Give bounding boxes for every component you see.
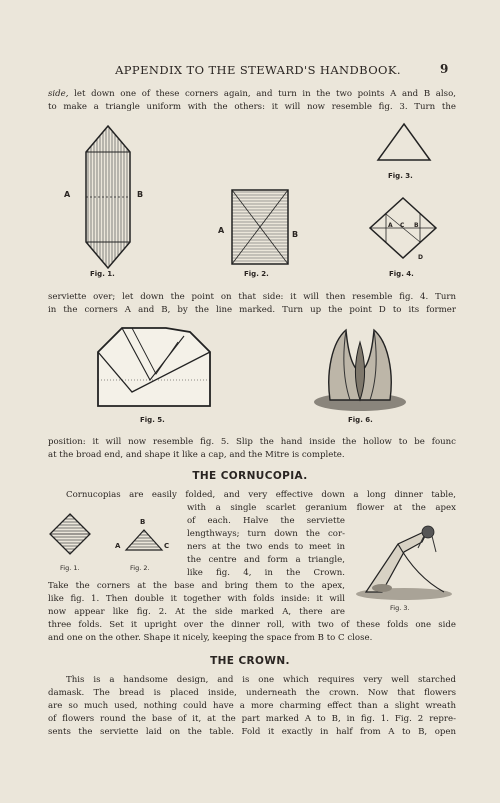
page-number: 9 xyxy=(440,62,449,76)
crown-line5: sents the serviette laid on the table. Fold it exactly in half from A to B, open xyxy=(48,727,456,737)
fig4-label-d: D xyxy=(418,254,423,261)
figure-3-illustration xyxy=(374,120,434,165)
cornucopia-line9: like fig. 1. Then double it together with folds inside: it will xyxy=(48,594,345,604)
fig1-label-a: A xyxy=(64,190,71,199)
crown-line2: damask. The bread is placed inside, underneath the crown. Now that flowers xyxy=(48,688,456,698)
cornucopia-line5: ners at the two ends to meet in xyxy=(187,542,345,552)
fig1-label-b: B xyxy=(137,190,144,199)
header-title: APPENDIX TO THE STEWARD'S HANDBOOK. xyxy=(115,63,401,77)
running-header xyxy=(0,63,500,79)
fig5-caption: Fig. 5. xyxy=(140,416,165,424)
cornucopia-line6: the centre and form a triangle, xyxy=(187,555,345,565)
cornucopia-line1: Cornucopias are easily folded, and very effective down a long dinner table, xyxy=(66,490,456,500)
cornucopia-line12: and one on the other. Shape it nicely, keeping the space from B to C close. xyxy=(48,633,373,643)
cornucopia-fig3-caption: Fig. 3. xyxy=(390,604,410,612)
cornucopia-figure-1 xyxy=(48,512,92,556)
paragraph-mitre-line4: in the corners A and B, by the line marked. Turn up the point D to its former xyxy=(48,305,456,315)
paragraph-mitre-line6: at the broad end, and shape it like a cap, and the Mitre is complete. xyxy=(48,450,345,460)
figure-6-illustration xyxy=(312,322,408,414)
heading-crown: THE CROWN. xyxy=(210,655,290,667)
cornucopia-fig2-label-b: B xyxy=(140,518,146,526)
figure-4-illustration xyxy=(366,196,442,262)
fig2-label-a: A xyxy=(218,226,225,235)
crown-line3: are so much used, nothing could have a more charming effect than a slight wreath xyxy=(48,701,456,711)
fig3-caption: Fig. 3. xyxy=(388,172,413,180)
paragraph-mitre-intro-line1 xyxy=(48,88,456,101)
cornucopia-figure-3 xyxy=(352,522,456,602)
cornucopia-figure-2 xyxy=(124,528,164,554)
cornucopia-line11: three folds. Set it upright over the dinner roll, with two of these folds one side xyxy=(48,620,456,630)
fig1-caption: Fig. 1. xyxy=(90,270,115,278)
crown-line1: This is a handsome design, and is one which requires very well starched xyxy=(66,675,456,685)
fig2-caption: Fig. 2. xyxy=(244,270,269,278)
cornucopia-fig2-label-a: A xyxy=(115,542,121,550)
fig2-label-b: B xyxy=(292,230,299,239)
heading-cornucopia: THE CORNUCOPIA. xyxy=(192,470,308,482)
fig4-label-a: A xyxy=(388,222,393,229)
paragraph-mitre-intro-line2: to make a triangle uniform with the others: it will now resemble fig. 3. Turn the xyxy=(48,102,456,112)
figure-5-illustration xyxy=(92,322,216,412)
fig4-label-c: C xyxy=(400,222,405,229)
cornucopia-line3: of each. Halve the serviette xyxy=(187,516,345,526)
cornucopia-fig2-caption: Fig. 2. xyxy=(130,564,150,572)
cornucopia-fig1-caption: Fig. 1. xyxy=(60,564,80,572)
text-span: let down one of these corners again, and turn in the two points A and B also, xyxy=(68,89,456,99)
paragraph-mitre-line3: serviette over; let down the point on that side: it will then resemble fig. 4. Turn xyxy=(48,292,456,302)
cornucopia-line10: now appear like fig. 2. At the side marked A, there are xyxy=(48,607,345,617)
cornucopia-fig2-label-c: C xyxy=(164,542,170,550)
crown-line4: of flowers round the base of it, at the part marked A to B, in fig. 1. Fig. 2 repre- xyxy=(48,714,456,724)
cornucopia-line7: like fig. 4, in the Crown. xyxy=(187,568,345,578)
italic-word: side, xyxy=(48,89,69,99)
cornucopia-line4: lengthways; turn down the cor- xyxy=(187,529,345,539)
fig4-caption: Fig. 4. xyxy=(389,270,414,278)
cornucopia-line8: Take the corners at the base and bring them to the apex, xyxy=(48,581,345,591)
fig6-caption: Fig. 6. xyxy=(348,416,373,424)
paragraph-mitre-line5: position: it will now resemble fig. 5. Slip the hand inside the hollow to be founc xyxy=(48,437,456,447)
figure-2-illustration xyxy=(228,188,292,268)
cornucopia-line2: with a single scarlet geranium flower at the apex xyxy=(187,503,456,513)
fig4-label-b: B xyxy=(414,222,419,229)
